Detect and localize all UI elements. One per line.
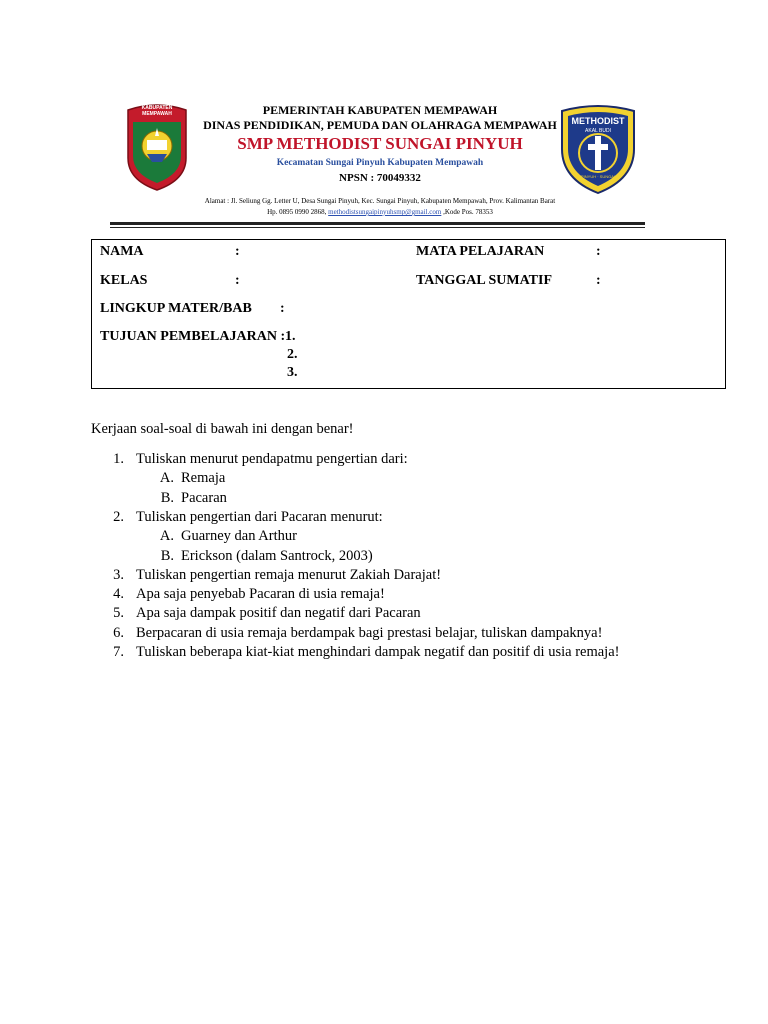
lingkup-colon: : — [280, 301, 285, 316]
lingkup-label: LINGKUP MATER/BAB — [100, 301, 252, 316]
logo-right-ring: PINYUH · SUNGAI — [580, 174, 615, 179]
question-number: 2. — [113, 509, 124, 525]
logo-right-title: METHODIST — [571, 116, 625, 126]
letterhead-divider-thick — [110, 222, 645, 225]
sub-question-text: Guarney dan Arthur — [181, 528, 297, 544]
phone-text: Hp. 0895 0990 2868, — [267, 208, 329, 216]
postal-code-text: ,Kode Pos. 78353 — [441, 208, 493, 216]
logo-left-caption: KABUPATEN MEMPAWAH — [141, 105, 173, 117]
question-text: Tuliskan pengertian dari Pacaran menurut: — [136, 509, 383, 525]
district-line: Kecamatan Sungai Pinyuh Kabupaten Mempawah — [276, 158, 484, 168]
letterhead — [110, 95, 675, 230]
letterhead-divider-thin — [110, 227, 645, 228]
question-text: Berpacaran di usia remaja berdampak bagi prestasi belajar, tuliskan dampaknya! — [136, 625, 603, 641]
sub-question-text: Pacaran — [181, 490, 227, 506]
question-text: Apa saja penyebab Pacaran di usia remaja! — [136, 586, 385, 602]
question-text: Apa saja dampak positif dan negatif dari Pacaran — [136, 605, 421, 621]
tujuan-label: TUJUAN PEMBELAJARAN : — [100, 329, 286, 344]
logo-right-motto: AKAL BUDI — [585, 128, 611, 134]
question-number: 6. — [113, 625, 124, 641]
mapel-label: MATA PELAJARAN — [416, 244, 545, 259]
methodist-school-logo — [558, 103, 638, 195]
tujuan-item-2: 2. — [287, 347, 298, 362]
tujuan-item-3: 3. — [287, 365, 298, 380]
sub-question-letter: A. — [159, 470, 174, 486]
question-number: 7. — [113, 644, 124, 660]
question-number: 4. — [113, 586, 124, 602]
letterhead-text — [180, 103, 580, 186]
question-text: Tuliskan menurut pendapatmu pengertian dari: — [136, 451, 408, 467]
tanggal-colon: : — [596, 273, 601, 288]
sub-question-letter: B. — [160, 548, 174, 564]
question-number: 5. — [113, 605, 124, 621]
instruction-text: Kerjaan soal-soal di bawah ini dengan benar! — [91, 421, 354, 437]
question-text: Tuliskan beberapa kiat-kiat menghindari dampak negatif dan positif di usia remaja! — [136, 644, 620, 660]
dept-line: DINAS PENDIDIKAN, PEMUDA DAN OLAHRAGA MEMPAWAH — [203, 118, 557, 132]
question-number: 3. — [113, 567, 124, 583]
tanggal-label: TANGGAL SUMATIF — [416, 273, 552, 288]
sub-question-letter: B. — [160, 490, 174, 506]
student-identity-box — [91, 239, 726, 389]
sub-question-letter: A. — [159, 528, 174, 544]
sub-question-text: Remaja — [181, 470, 226, 486]
question-number: 1. — [113, 451, 124, 467]
question-text: Tuliskan pengertian remaja menurut Zakiah Darajat! — [136, 567, 442, 583]
address-block — [170, 196, 590, 218]
mapel-colon: : — [596, 244, 601, 259]
kelas-label: KELAS — [100, 273, 148, 288]
nama-label: NAMA — [100, 244, 144, 259]
contact-line — [170, 207, 590, 218]
npsn: NPSN : 70049332 — [339, 172, 421, 184]
kelas-colon: : — [235, 273, 240, 288]
tujuan-item-1: 1. — [285, 329, 296, 344]
email-link[interactable]: methodistsungaipinyuhsmp@gmail.com — [328, 208, 442, 216]
school-name: SMP METHODIST SUNGAI PINYUH — [237, 134, 523, 153]
gov-line: PEMERINTAH KABUPATEN MEMPAWAH — [262, 103, 498, 117]
sub-question-text: Erickson (dalam Santrock, 2003) — [181, 548, 373, 564]
nama-colon: : — [235, 244, 240, 259]
address-line: Alamat : Jl. Seliung Gg. Letter U, Desa Sungai Pinyuh, Kec. Sungai Pinyuh, Kabupaten Mempawah, Prov. Kalimantan Barat — [204, 197, 556, 205]
